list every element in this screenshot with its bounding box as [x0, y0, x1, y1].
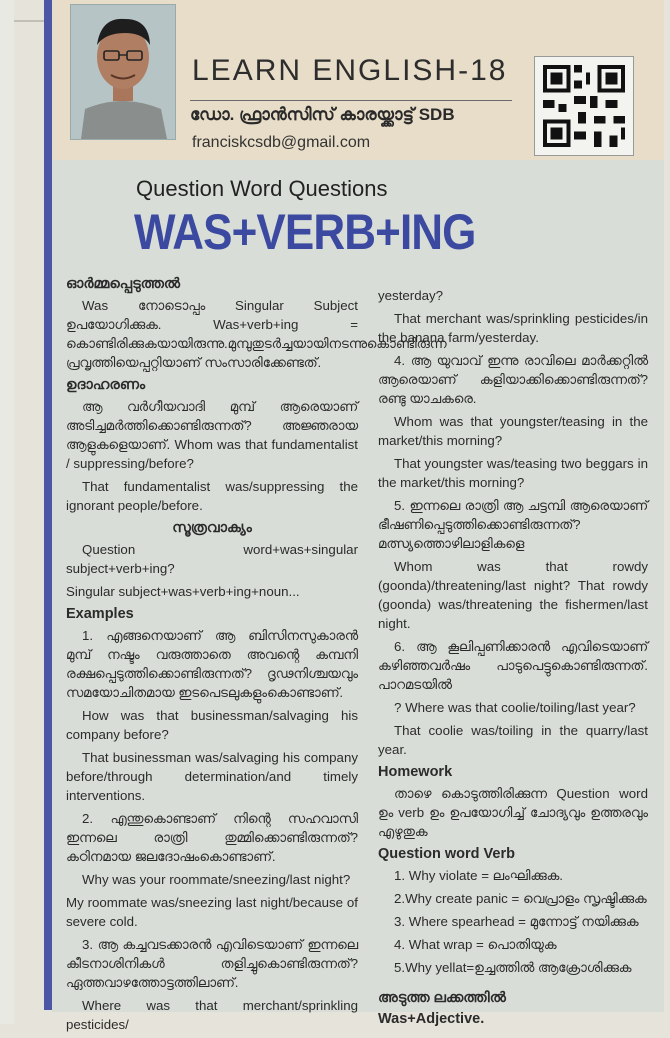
author-name: ഡോ. ഫ്രാൻസിസ് കാരയ്ക്കാട്ട് SDB	[190, 100, 512, 125]
paragraph: How was that businessman/salvaging his company before?	[66, 708, 358, 742]
author-photo	[70, 4, 176, 140]
paragraph: That coolie was/toiling in the quarry/last year.	[378, 723, 648, 757]
section-heading: Homework	[378, 764, 453, 780]
paragraph: 4. ആ യുവാവ് ഇന്നു രാവിലെ മാർക്കറ്റിൽ ആരെയാണ് കളിയാക്കിക്കൊണ്ടിരുന്നത്? രണ്ടു യാചകരെ.	[378, 353, 648, 406]
article-subtitle: Question Word Questions	[136, 176, 388, 201]
page-margin-rule	[14, 20, 44, 22]
paragraph: Was നോടൊപ്പം Singular Subject ഉപയോഗിക്കുക. Was+verb+ing = കൊണ്ടിരിക്കുകയായിരുന്നു.മുമ്പുതുടർച്ചയായിനടന്നുകൊണ്ടിരുന്ന പ്രവൃത്തിയെപ്പറ്റിയാണ് സംസാരിക്കേണ്ടത്.	[66, 298, 447, 370]
next-issue-topic: Was+Adjective.	[378, 1011, 485, 1027]
paragraph: ആ വർഗീയവാദി മുമ്പ് ആരെയാണ് അടിച്ചമർത്തിക്കൊണ്ടിരുന്നത്? അജ്ഞരായ ആളുകളെയാണ്. Whom was that fundamentalist / suppressing/before?	[66, 399, 358, 471]
right-column	[378, 286, 648, 1031]
author-email: franciskcsdb@gmail.com	[192, 134, 371, 151]
next-issue-label: അടുത്ത ലക്കത്തിൽ	[378, 990, 506, 1006]
paragraph: ? Where was that coolie/toiling/last year?	[394, 700, 636, 715]
paragraph: Question word+was+singular subject+verb+ing?	[66, 542, 358, 576]
paragraph: 5. ഇന്നലെ രാത്രി ആ ചട്ടമ്പി ആരെയാണ് ഭീഷണിപ്പെടുത്തിക്കൊണ്ടിരുന്നത്? മത്സ്യത്തൊഴിലാളികളെ	[378, 498, 648, 551]
paragraph: 3. Where spearhead = മുന്നോട്ട് നയിക്കുക	[394, 914, 639, 929]
paragraph: 3. ആ കച്ചവടക്കാരൻ എവിടെയാണ് ഇന്നലെ കീടനാശിനികൾ തളിച്ചുകൊണ്ടിരുന്നത്? ഏത്തവാഴത്തോട്ടത്തിലാണ്.	[66, 937, 358, 990]
paragraph: That merchant was/sprinkling pesticides/in the banana farm/yesterday.	[378, 311, 648, 345]
qr-code	[534, 56, 634, 156]
paragraph: That youngster was/teasing two beggars in the market/this morning?	[378, 456, 648, 490]
paragraph: 5.Why yellat=ഉച്ചത്തിൽ ആക്രോശിക്കുക	[394, 960, 632, 975]
paragraph: Why was your roommate/sneezing/last night?	[82, 872, 351, 887]
section-heading: ഓർമ്മപ്പെടുത്തൽ	[66, 276, 181, 292]
section-heading: Examples	[66, 606, 134, 622]
column-border-rule	[44, 0, 52, 1010]
section-heading: സൂത്രവാക്യം	[172, 520, 252, 536]
article-header	[52, 0, 664, 160]
section-heading: ഉദാഹരണം	[66, 377, 146, 393]
column-title: LEARN ENGLISH-18	[192, 54, 508, 87]
paragraph: 1. എങ്ങനെയാണ് ആ ബിസിനസുകാരൻ മുമ്പ് നഷ്ടം വരുത്താതെ അവന്റെ കമ്പനി രക്ഷപ്പെടുത്തിക്കൊണ്ടിരുന്നത്? ദൃഢനിശ്ചയവും സമയോചിതമായ ഇടപെടലുകളുംകൊണ്ടാണ്.	[66, 628, 358, 700]
paragraph: Whom was that rowdy (goonda)/threatening/last night? That rowdy (goonda) was/threatening the fishermen/last night.	[378, 559, 648, 631]
article-headline: WAS+VERB+ING	[134, 204, 476, 260]
paragraph: Where was that merchant/sprinkling pesticides/	[66, 998, 358, 1032]
paragraph: yesterday?	[378, 288, 444, 303]
paragraph: 4. What wrap = പൊതിയുക	[394, 937, 557, 952]
paragraph: That businessman was/salvaging his company before/through determination/and timely interventions.	[66, 750, 358, 803]
section-heading: Question word Verb	[378, 846, 515, 862]
paragraph: 2. എന്തുകൊണ്ടാണ് നിന്റെ സഹവാസി ഇന്നലെ രാത്രി തുമ്മിക്കൊണ്ടിരുന്നത്? കഠിനമായ ജലദോഷംകൊണ്ടാണ്.	[66, 811, 358, 864]
page-edge	[0, 0, 14, 1024]
paragraph: Singular subject+was+verb+ing+noun...	[66, 584, 300, 599]
article	[52, 0, 664, 1032]
paragraph: That fundamentalist was/suppressing the ignorant people/before.	[66, 479, 358, 513]
paragraph: 2.Why create panic = വെപ്രാളം സൃഷ്ടിക്കുക	[394, 891, 647, 906]
paragraph: 6. ആ കൂലിപ്പണിക്കാരൻ എവിടെയാണ് കഴിഞ്ഞവർഷം പാടുപെട്ടുകൊണ്ടിരുന്നത്. പാറമടയിൽ	[378, 639, 648, 692]
paragraph: Whom was that youngster/teasing in the market/this morning?	[378, 414, 648, 448]
paragraph: My roommate was/sneezing last night/because of severe cold.	[66, 895, 358, 929]
paragraph: 1. Why violate = ലംഘിക്കുക.	[394, 868, 563, 883]
paragraph: താഴെ കൊടുത്തിരിക്കുന്ന Question word ഉം verb ഉം ഉപയോഗിച്ച് ചോദ്യവും ഉത്തരവും എഴുതുക	[378, 786, 648, 839]
right-column-body	[378, 286, 648, 977]
